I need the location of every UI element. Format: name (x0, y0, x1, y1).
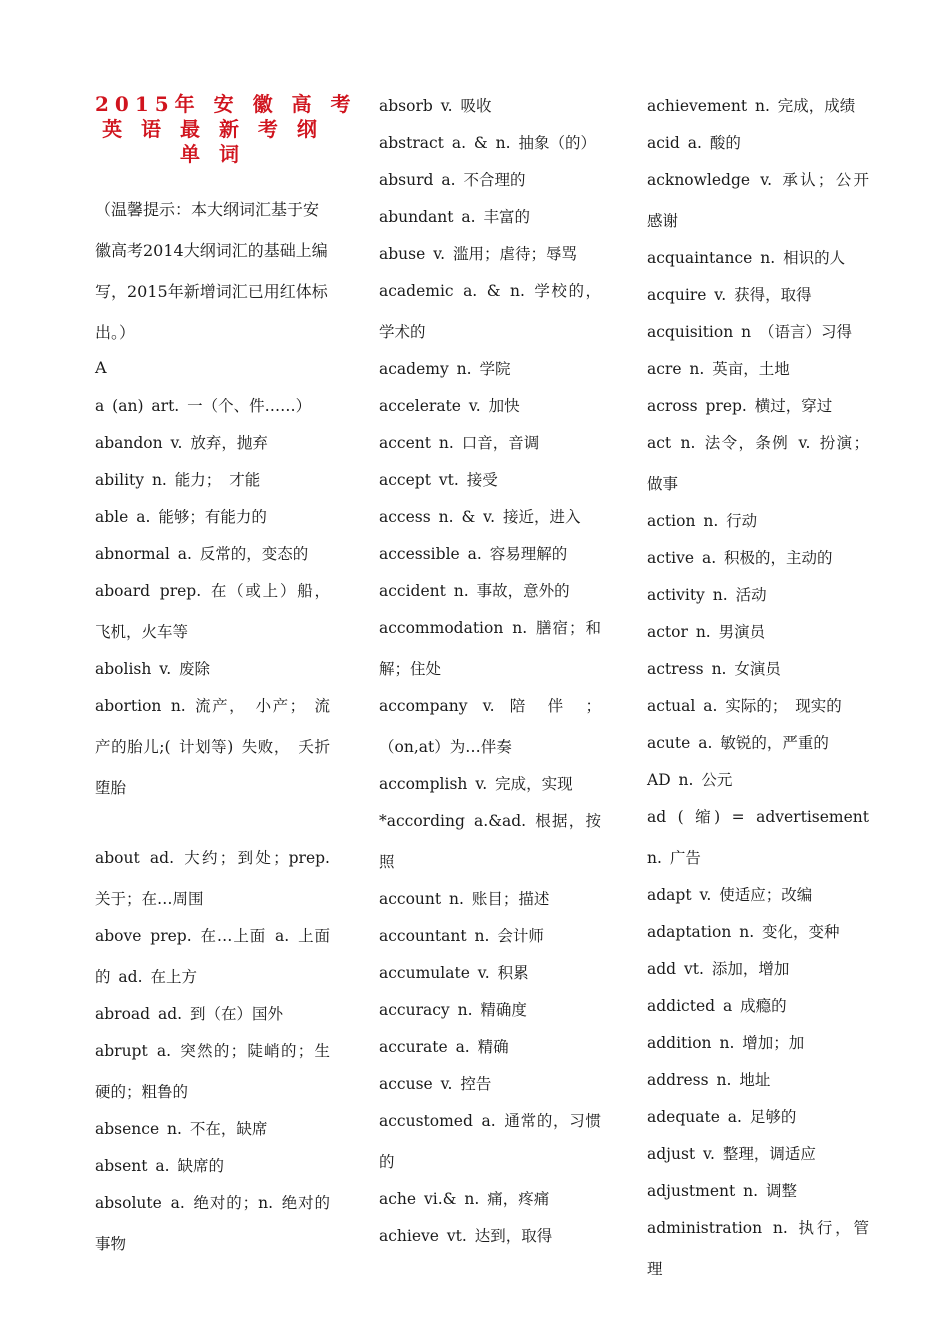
vocab-entry: access n. & v. 接近，进入 (379, 508, 581, 526)
vocab-entry: abuse v. 滥用；虐待；辱骂 (379, 245, 577, 263)
word-list-2 (379, 86, 601, 1257)
spacer (95, 805, 330, 838)
vocab-entry: account n. 账目；描述 (379, 890, 550, 908)
vocab-entry: accumulate v. 积累 (379, 964, 529, 982)
vocab-entry: active a. 积极的，主动的 (647, 549, 833, 567)
vocab-entry: adaptation n. 变化，变种 (647, 923, 840, 941)
vocab-entry: adapt v. 使适应；改编 (647, 886, 813, 904)
vocab-entry: addition n. 增加；加 (647, 1034, 805, 1052)
vocab-entry: acid a. 酸的 (647, 134, 741, 152)
vocab-entry: accelerate v. 加快 (379, 397, 520, 415)
vocab-entry: abroad ad. 到（在）国外 (95, 1005, 284, 1023)
vocab-entry: accomplish v. 完成，实现 (379, 775, 573, 793)
vocab-entry: accommodation n. 膳宿；和解；住处 (379, 619, 601, 678)
vocab-entry: adequate a. 足够的 (647, 1108, 797, 1126)
vocab-entry: academic a. & n. 学校的，学术的 (379, 282, 601, 341)
vocab-entry: absent a. 缺席的 (95, 1157, 225, 1175)
vocab-entry: abolish v. 废除 (95, 660, 211, 678)
vocab-entry: action n. 行动 (647, 512, 758, 530)
vocab-entry: a (an) art. 一（个、件……） (95, 397, 312, 415)
vocab-entry: adjust v. 整理，调适应 (647, 1145, 816, 1163)
vocab-entry: abnormal a. 反常的，变态的 (95, 545, 309, 563)
vocab-entry: addicted a 成瘾的 (647, 997, 787, 1015)
vocab-entry: absurd a. 不合理的 (379, 171, 526, 189)
vocab-entry: accuracy n. 精确度 (379, 1001, 527, 1019)
vocab-entry: achievement n. 完成，成绩 (647, 97, 856, 115)
title-line-2: 英 语 最 新 考 纲 (102, 117, 323, 141)
vocab-entry: accompany v. 陪 伴 ；（on,at）为…伴奏 (379, 697, 601, 756)
vocab-entry: accuse v. 控告 (379, 1075, 492, 1093)
vocab-entry: acquire v. 获得，取得 (647, 286, 812, 304)
vocab-entry: acquaintance n. 相识的人 (647, 249, 846, 267)
vocab-entry: abortion n. 流产， 小产； 流产的胎儿;( 计划等) 失败， 夭折堕胎 (95, 697, 330, 797)
vocab-entry: acute a. 敏锐的，严重的 (647, 734, 829, 752)
vocab-entry: aboard prep. 在（或上）船，飞机，火车等 (95, 582, 330, 641)
vocab-entry: above prep. 在…上面 a. 上面的 ad. 在上方 (95, 927, 330, 986)
word-list-3 (647, 86, 869, 1290)
title-line-3: 单 词 (180, 142, 245, 166)
column-2 (379, 86, 601, 1253)
vocab-entry: actor n. 男演员 (647, 623, 766, 641)
word-list-1 (95, 386, 330, 1265)
vocab-entry: add vt. 添加，增加 (647, 960, 790, 978)
intro-note: （温馨提示：本大纲词汇基于安徽高考2014大纲词汇的基础上编写，2015年新增词汇已用红体标出。） (95, 200, 328, 342)
vocab-entry: accustomed a. 通常的，习惯的 (379, 1112, 601, 1171)
vocab-entry: actual a. 实际的； 现实的 (647, 697, 842, 715)
vocab-entry: academy n. 学院 (379, 360, 511, 378)
vocab-entry: acquisition n （语言）习得 (647, 323, 853, 341)
vocab-entry: *according a.&ad. 根据，按照 (379, 812, 601, 871)
vocab-entry: accountant n. 会计师 (379, 927, 544, 945)
vocab-entry: ability n. 能力； 才能 (95, 471, 261, 489)
document-title (95, 92, 357, 167)
vocab-entry: across prep. 横过，穿过 (647, 397, 833, 415)
vocab-entry: adjustment n. 调整 (647, 1182, 797, 1200)
vocab-entry: abandon v. 放弃，抛弃 (95, 434, 268, 452)
vocab-entry: administration n. 执行，管理 (647, 1219, 869, 1278)
vocab-entry: accurate a. 精确 (379, 1038, 509, 1056)
vocab-entry: actress n. 女演员 (647, 660, 781, 678)
vocab-entry: abundant a. 丰富的 (379, 208, 531, 226)
vocab-entry: accept vt. 接受 (379, 471, 498, 489)
title-line-1: 2015年 安 徽 高 考 (95, 92, 357, 116)
vocab-entry: accessible a. 容易理解的 (379, 545, 568, 563)
vocab-entry: absolute a. 绝对的；n. 绝对的事物 (95, 1194, 330, 1253)
vocab-entry: AD n. 公元 (647, 771, 733, 789)
vocab-entry: accident n. 事故，意外的 (379, 582, 570, 600)
vocab-entry: about ad. 大约；到处；prep. 关于；在…周围 (95, 849, 330, 908)
vocab-entry: address n. 地址 (647, 1071, 771, 1089)
vocab-entry: act n. 法令，条例 v. 扮演；做事 (647, 434, 869, 493)
vocab-entry: abstract a. & n. 抽象（的） (379, 134, 596, 152)
vocab-entry: acknowledge v. 承认；公开感谢 (647, 171, 869, 230)
vocab-entry: accent n. 口音，音调 (379, 434, 540, 452)
vocab-entry: absorb v. 吸收 (379, 97, 492, 115)
vocab-entry: acre n. 英亩，土地 (647, 360, 790, 378)
vocab-entry: ad ( 缩) = advertisement n. 广告 (647, 808, 869, 867)
vocab-entry: achieve vt. 达到，取得 (379, 1227, 553, 1245)
vocab-entry: absence n. 不在，缺席 (95, 1120, 268, 1138)
column-3 (647, 86, 869, 1286)
vocab-entry: able a. 能够；有能力的 (95, 508, 267, 526)
column-1 (95, 86, 357, 1261)
vocab-entry: ache vi.& n. 痛，疼痛 (379, 1190, 550, 1208)
section-letter: A (95, 358, 107, 377)
vocab-entry: abrupt a. 突然的；陡峭的；生硬的；粗鲁的 (95, 1042, 330, 1101)
vocab-entry: activity n. 活动 (647, 586, 767, 604)
